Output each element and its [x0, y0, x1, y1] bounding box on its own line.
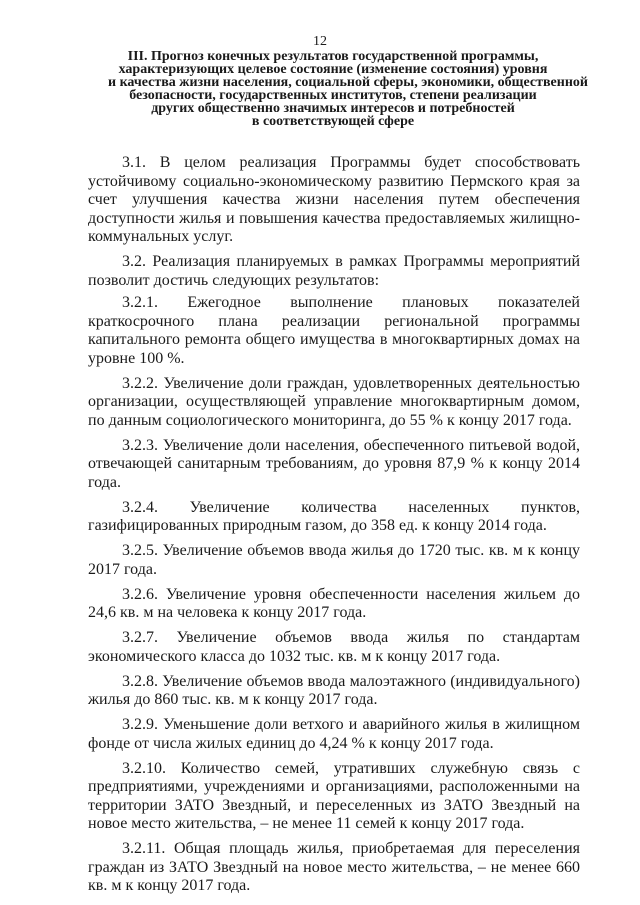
paragraph-3-1: 3.1. В целом реализация Программы будет способствовать устойчивому социально-экономическому развитию Пермского края за счет улучшения качества жизни населения путем обеспечения доступности жилья и повышения качества предоставляемых жилищно-коммунальных услуг.: [88, 154, 580, 245]
heading-line: в соответствующей сфере: [251, 114, 415, 129]
heading-line: других общественно значимых интересов и потребностей: [151, 101, 515, 116]
paragraph-3-2-7: 3.2.7. Увеличение объемов ввода жилья по стандартам экономического класса до 1032 тыс. кв. м к концу 2017 года.: [88, 629, 580, 665]
paragraph-3-2-2: 3.2.2. Увеличение доли граждан, удовлетворенных деятельностью организации, осуществляющей управление многоквартирным домом, по данным социологического мониторинга, до 55 % к концу 2017 года.: [88, 374, 580, 429]
paragraph-3-2-3: 3.2.3. Увеличение доли населения, обеспеченного питьевой водой, отвечающей санитарным требованиям, до уровня 87,9 % к концу 2014 года.: [88, 436, 580, 491]
paragraph-3-2-8: 3.2.8. Увеличение объемов ввода малоэтажного (индивидуального) жилья до 860 тыс. кв. м к концу 2017 года.: [88, 672, 580, 708]
paragraph-3-2-11: 3.2.11. Общая площадь жилья, приобретаемая для переселения граждан из ЗАТО Звездный на новое место жительства, – не менее 660 кв. м к концу 2017 года.: [88, 840, 580, 894]
section-heading: [108, 49, 588, 129]
paragraph-3-2-1: 3.2.1. Ежегодное выполнение плановых показателей краткосрочного плана реализации региональной программы капитального ремонта общего имущества в многоквартирных домах на уровне 100 %.: [88, 294, 580, 367]
paragraph-3-2-10: 3.2.10. Количество семей, утративших служебную связь с предприятиями, учреждениями и организациями, расположенными на территории ЗАТО Звездный, и переселенных из ЗАТО Звездный на новое место жительства, – не менее 11 семей к концу 2017 года.: [88, 759, 580, 832]
paragraph-3-2-5: 3.2.5. Увеличение объемов ввода жилья до 1720 тыс. кв. м к концу 2017 года.: [88, 542, 580, 578]
heading-line: характеризующих целевое состояние (изменение состояния) уровня: [118, 62, 548, 77]
heading-line: безопасности, государственных институтов, степени реализации: [129, 88, 537, 103]
paragraph-3-2: 3.2. Реализация планируемых в рамках Программы мероприятий позволит достичь следующих результатов:: [88, 253, 580, 289]
heading-line: и качества жизни населения, социальной сферы, экономики, общественной: [108, 75, 588, 90]
paragraph-3-2-6: 3.2.6. Увеличение уровня обеспеченности населения жильем до 24,6 кв. м на человека к концу 2017 года.: [88, 585, 580, 621]
paragraph-3-2-9: 3.2.9. Уменьшение доли ветхого и аварийного жилья в жилищном фонде от числа жилых единиц до 4,24 % к концу 2017 года.: [88, 716, 580, 752]
heading-line: III. Прогноз конечных результатов государственной программы,: [127, 49, 539, 64]
paragraph-3-2-4: 3.2.4. Увеличение количества населенных пунктов, газифицированных природным газом, до 358 ед. к концу 2014 года.: [88, 498, 580, 534]
document-body: [88, 154, 580, 896]
page-number: 12: [313, 34, 327, 49]
